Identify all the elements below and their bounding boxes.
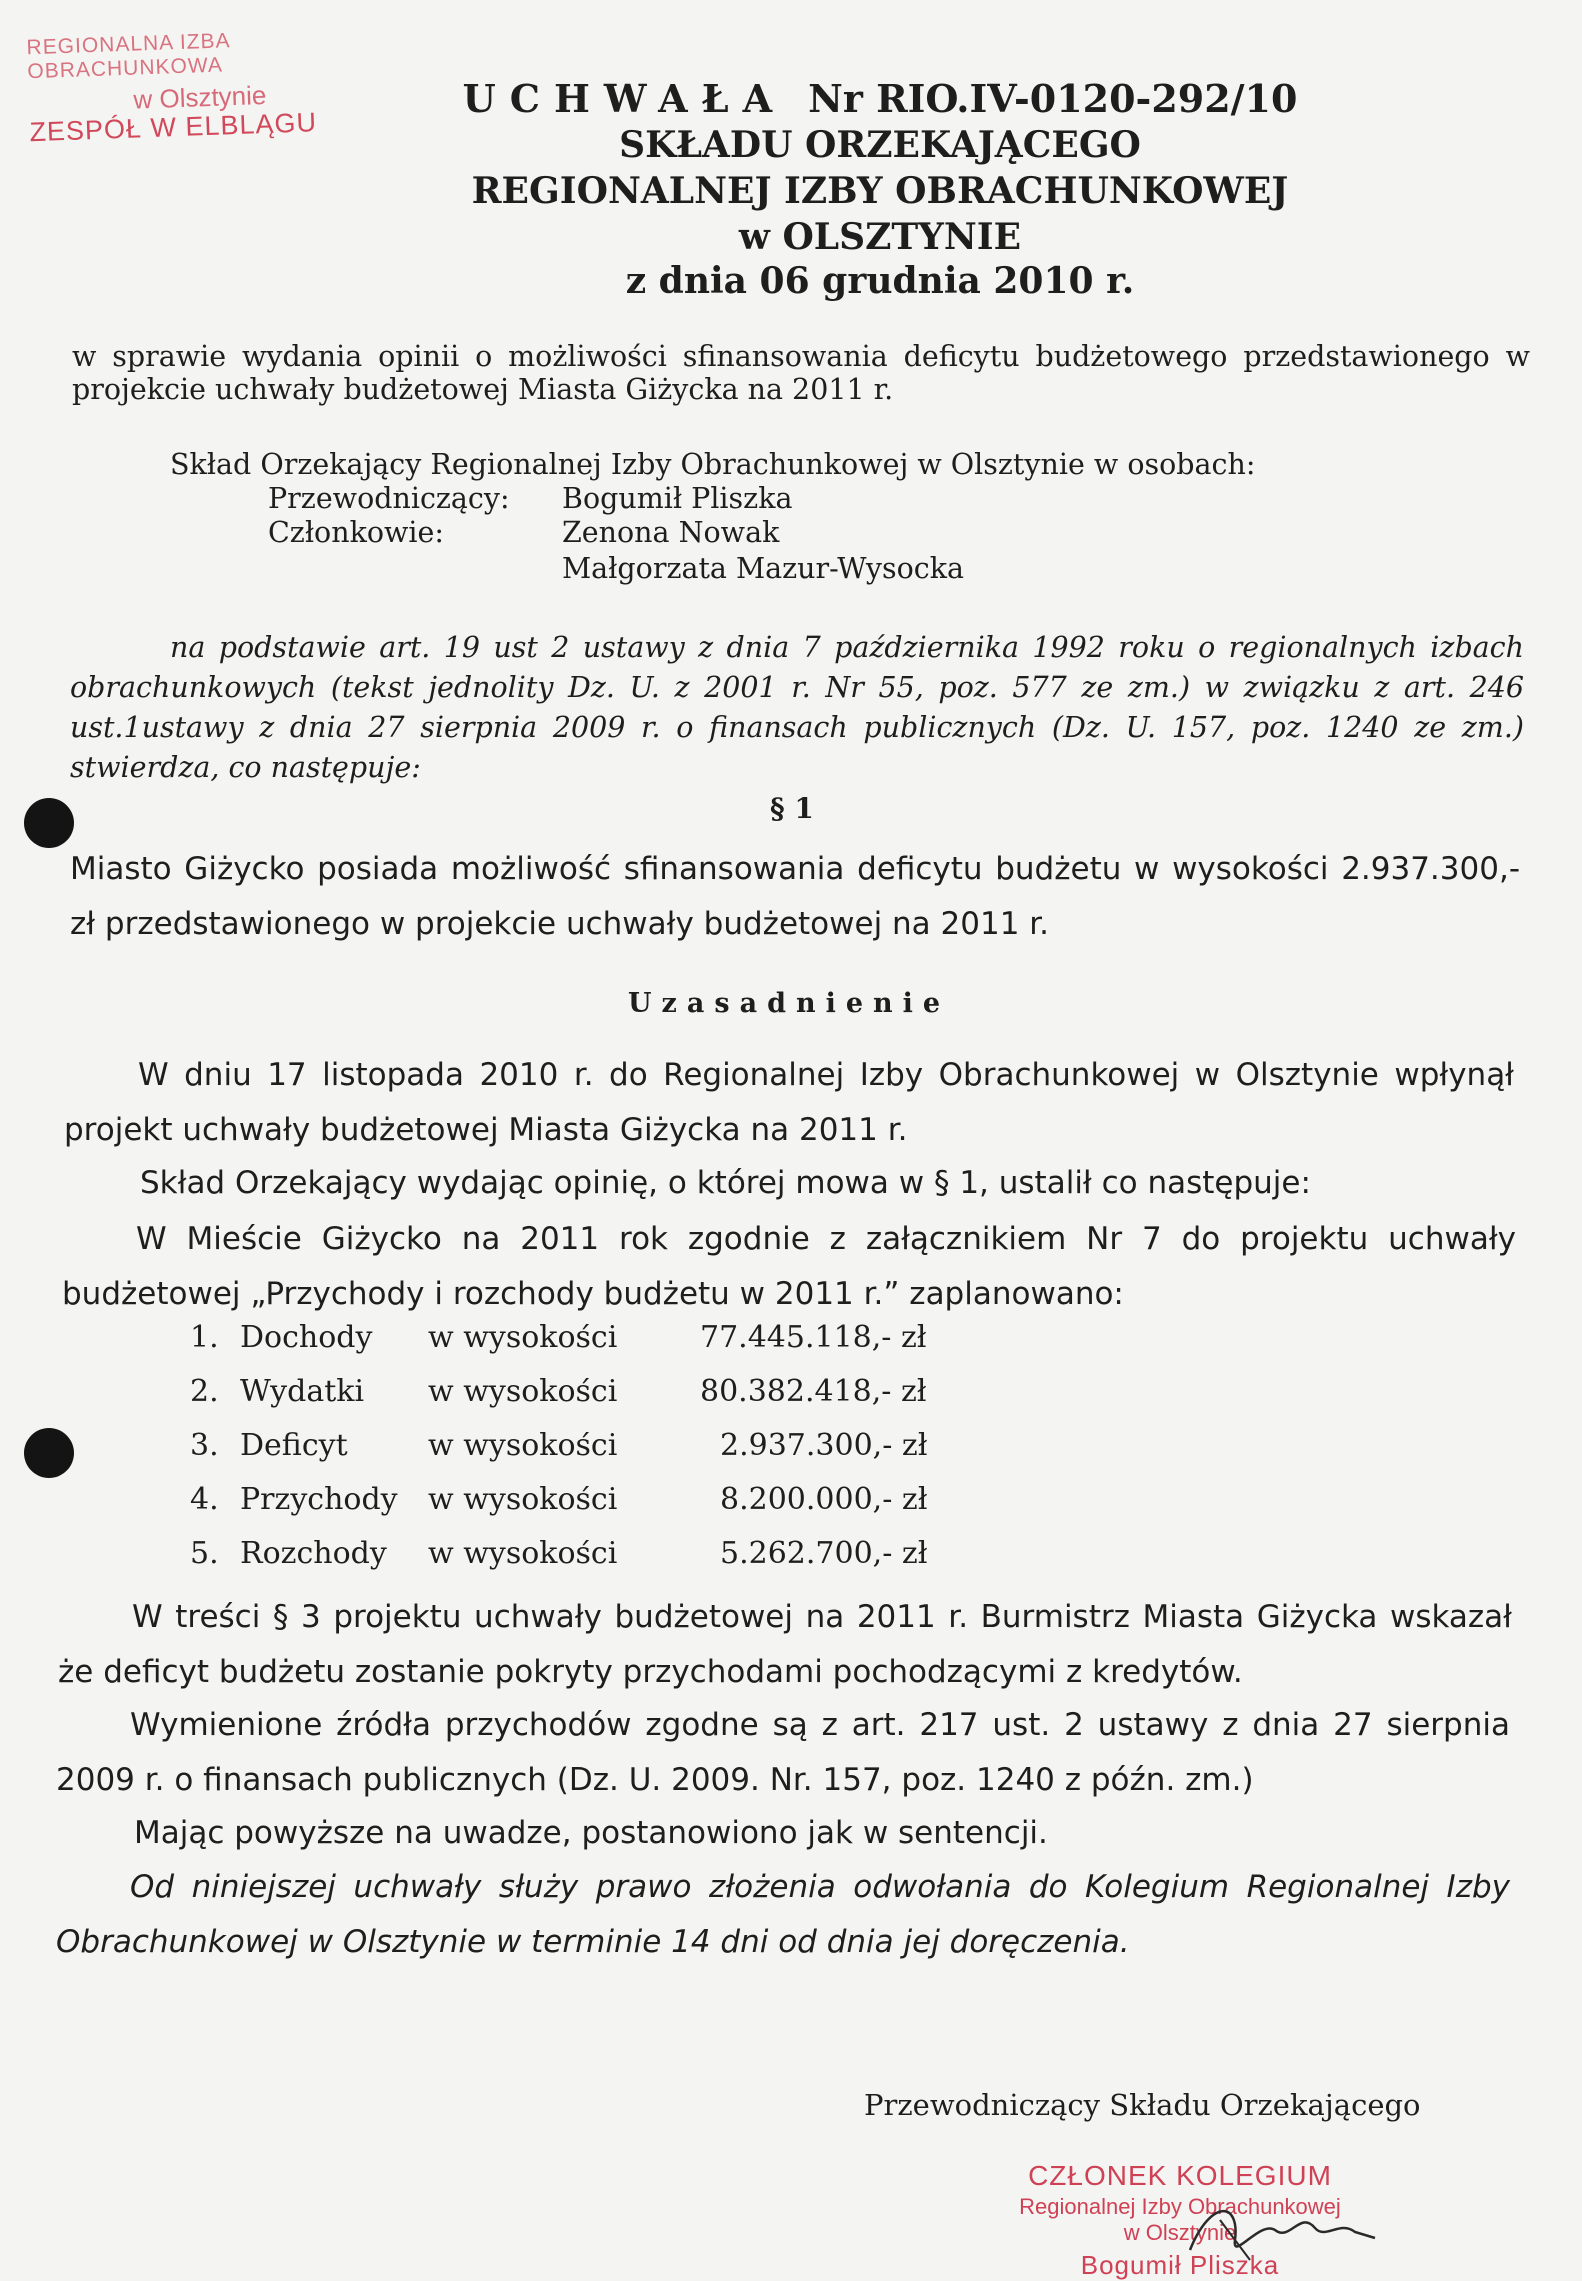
header-line-3: REGIONALNEJ IZBY OBRACHUNKOWEJ [471, 170, 1289, 212]
budget-item-number: 2. [190, 1374, 219, 1409]
stamp-line-3: ZESPÓŁ W ELBLĄGU [28, 107, 318, 148]
composition-intro: Skład Orzekający Regionalnej Izby Obrachunkowej w Olsztynie w osobach: [170, 448, 1256, 481]
budget-item-amount: 8.200.000,- zł [720, 1482, 928, 1517]
budget-item-label: w wysokości [428, 1428, 618, 1463]
appeal-notice [56, 1860, 1510, 1970]
signature-stamp-line-1: CZŁONEK KOLEGIUM [1028, 2160, 1332, 2191]
budget-item-amount: 5.262.700,- zł [720, 1536, 928, 1571]
justification-paragraph-2: Skład Orzekający wydając opinię, o której mowa w § 1, ustalił co następuje: [140, 1165, 1311, 1201]
legal-basis-text: na podstawie art. 19 ust 2 ustawy z dnia 7 października 1992 roku o regionalnych izbach obrachunkowych (tekst jednolity Dz. U. z 2001 r. Nr 55, poz. 577 ze zm.) w związku z art. 246 ust.1ustawy z dnia 27 sierpnia 2009 r. o finansach publicznych (Dz. U. 157, poz. 1240 ze zm.) stwierdza, co następuje: [70, 631, 1524, 784]
chair-name: Bogumił Pliszka [562, 482, 793, 515]
budget-item-name: Przychody [240, 1482, 398, 1517]
budget-item-number: 1. [190, 1320, 219, 1355]
chair-label: Przewodniczący: [268, 482, 510, 515]
budget-item-label: w wysokości [428, 1320, 618, 1355]
justification-paragraph-4 [58, 1590, 1512, 1700]
justification-paragraph-4-text: W treści § 3 projektu uchwały budżetowej na 2011 r. Burmistrz Miasta Giżycka wskazał że deficyt budżetu zostanie pokryty przychodami pochodzącymi z kredytów. [58, 1599, 1512, 1690]
paragraph-1: Miasto Giżycko posiada możliwość sfinansowania deficytu budżetu w wysokości 2.937.300,- zł przedstawionego w projekcie uchwały budżetowej na 2011 r. [70, 851, 1520, 942]
budget-item-label: w wysokości [428, 1374, 618, 1409]
justification-paragraph-3 [62, 1212, 1516, 1322]
resolution-word: UCHWAŁA [462, 76, 787, 121]
justification-paragraph-1 [64, 1048, 1514, 1158]
budget-item-name: Wydatki [240, 1374, 365, 1409]
handwritten-signature [1180, 2190, 1380, 2274]
appeal-notice-text: Od niniejszej uchwały służy prawo złożenia odwołania do Kolegium Regionalnej Izby Obrachunkowej w Olsztynie w terminie 14 dni od dnia jej doręczenia. [56, 1869, 1510, 1960]
justification-paragraph-5-text: Wymienione źródła przychodów zgodne są z art. 217 ust. 2 ustawy z dnia 27 sierpnia 2009 r. o finansach publicznych (Dz. U. 2009. Nr. 157, poz. 1240 z późn. zm.) [56, 1707, 1510, 1798]
budget-item-label: w wysokości [428, 1536, 618, 1571]
resolution-number: Nr RIO.IV-0120-292/10 [808, 76, 1298, 121]
resolution-date: z dnia 06 grudnia 2010 r. [625, 260, 1135, 302]
stamp-line-2: w Olsztynie [132, 79, 267, 115]
member-name-2: Małgorzata Mazur-Wysocka [562, 552, 964, 585]
member-name-1: Zenona Nowak [562, 516, 780, 549]
signature-stamp-line-3: w Olsztynie [1123, 2220, 1237, 2245]
signature-stamp-line-4: Bogumił Pliszka [1080, 2250, 1280, 2280]
legal-basis [70, 628, 1524, 788]
stamp-line-1: REGIONALNA IZBA OBRACHUNKOWA [26, 29, 230, 84]
budget-item-number: 3. [190, 1428, 219, 1463]
budget-item-name: Dochody [240, 1320, 373, 1355]
signature-title: Przewodniczący Składu Orzekającego [864, 2088, 1421, 2122]
subject-paragraph: w sprawie wydania opinii o możliwości sfinansowania deficytu budżetowego przedstawionego w projekcie uchwały budżetowej Miasta Giżycka na 2011 r. [72, 340, 1530, 406]
members-label: Członkowie: [268, 516, 444, 549]
justification-paragraph-6: Mając powyższe na uwadze, postanowiono jak w sentencji. [134, 1815, 1048, 1851]
budget-item-amount: 2.937.300,- zł [720, 1428, 928, 1463]
office-stamp-top [26, 24, 390, 148]
header-line-2: SKŁADU ORZEKAJĄCEGO [619, 124, 1141, 166]
punch-hole-upper [24, 798, 74, 848]
justification-paragraph-3-text: W Mieście Giżycko na 2011 rok zgodnie z załącznikiem Nr 7 do projektu uchwały budżetowej „Przychody i rozchody budżetu w 2011 r.” zaplanowano: [62, 1221, 1516, 1312]
justification-paragraph-1-text: W dniu 17 listopada 2010 r. do Regionalnej Izby Obrachunkowej w Olsztynie wpłynął projekt uchwały budżetowej Miasta Giżycka na 2011 r. [64, 1057, 1514, 1148]
budget-item-name: Rozchody [240, 1536, 387, 1571]
signature-stamp-line-2: Regionalnej Izby Obrachunkowej [1019, 2194, 1341, 2219]
header-line-4: w OLSZTYNIE [738, 216, 1022, 258]
paragraph-sign: § 1 [770, 792, 814, 825]
justification-title: Uzasadnienie [628, 988, 951, 1019]
budget-item-number: 4. [190, 1482, 219, 1517]
budget-item-name: Deficyt [240, 1428, 348, 1463]
resolution-title [340, 76, 1420, 121]
budget-item-amount: 80.382.418,- zł [700, 1374, 927, 1409]
punch-hole-lower [24, 1428, 74, 1478]
budget-item-number: 5. [190, 1536, 219, 1571]
budget-item-label: w wysokości [428, 1482, 618, 1517]
justification-paragraph-5 [56, 1698, 1510, 1808]
budget-item-amount: 77.445.118,- zł [700, 1320, 927, 1355]
